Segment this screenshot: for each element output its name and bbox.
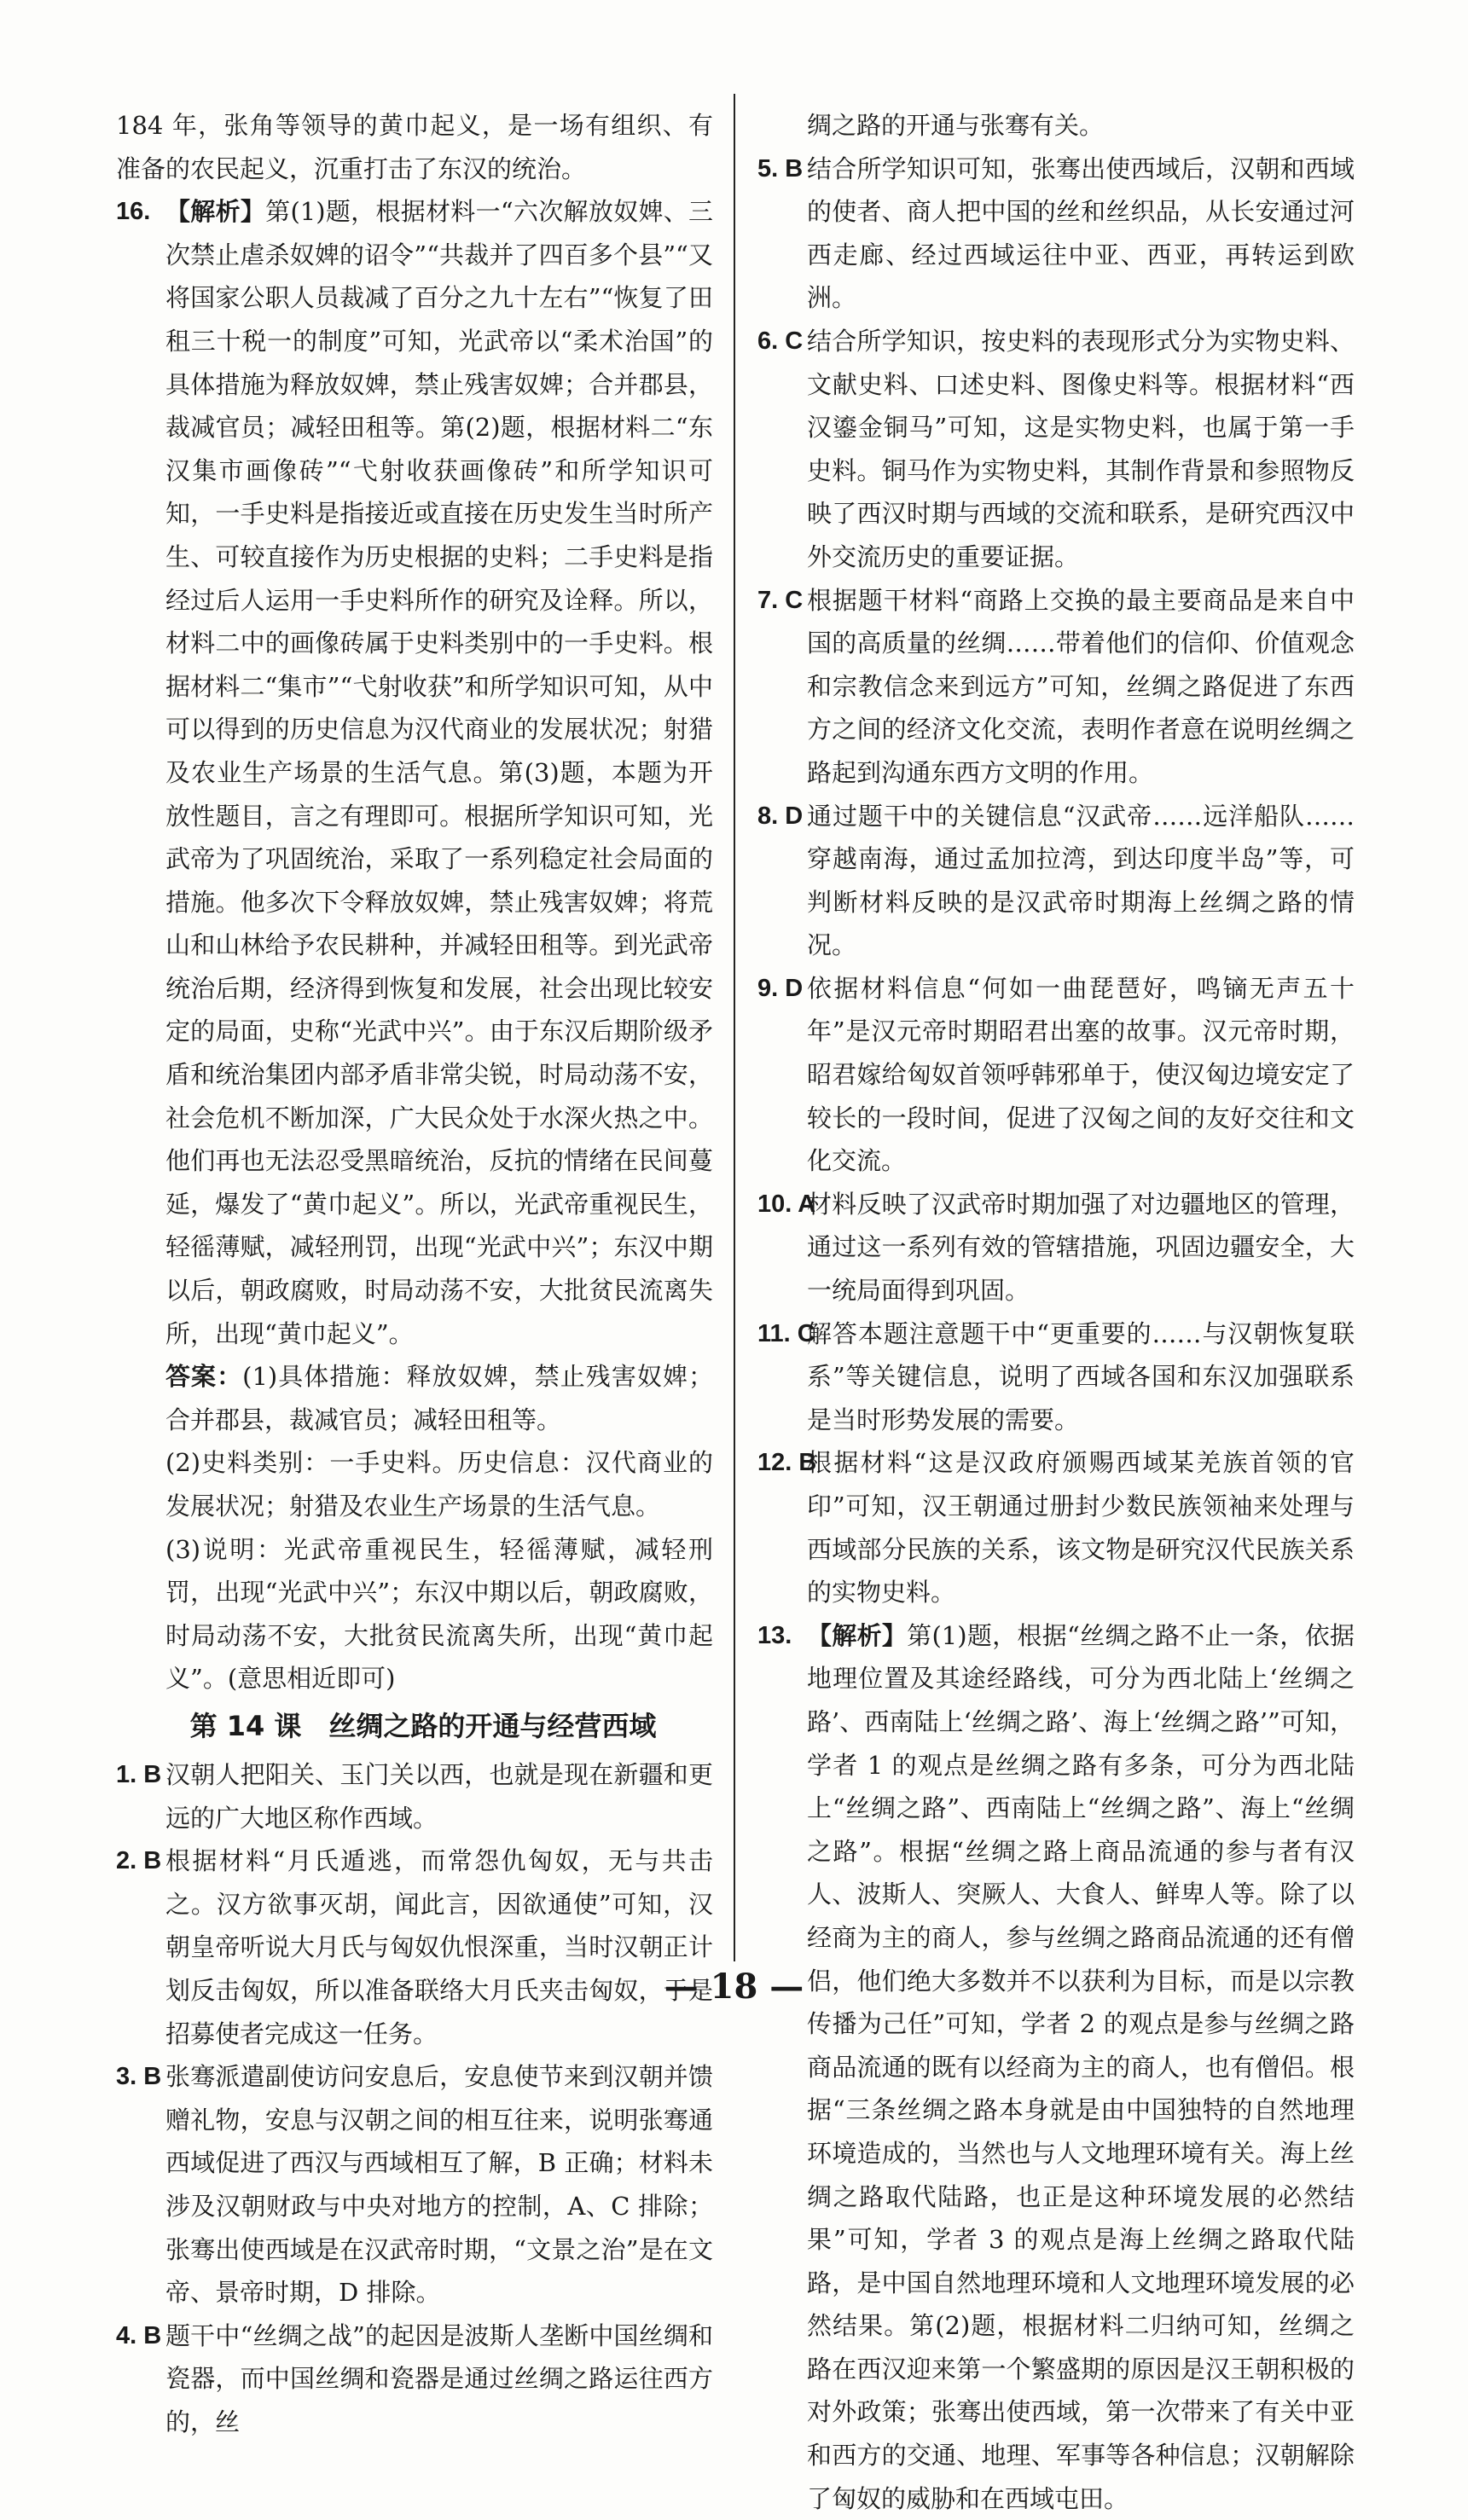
analysis-tag: 【解析】 — [807, 1620, 908, 1650]
list-item: 3. B 张骞派遣副使访问安息后，安息使节来到汉朝并馈赠礼物，安息与汉朝之间的相互往来，说明张骞通西域促进了西汉与西域相互了解，B 正确；材料未涉及汉朝财政与中央对地方的控制，A、C 排除；张骞出使西域是在汉武帝时期，“文景之治”是在文帝、景帝时期，D 排除。 — [116, 2062, 713, 2308]
list-item: 7. C 根据题干材料“商路上交换的最主要商品是来自中国的高质量的丝绸……带着他们的信仰、价值观念和宗教信念来到远方”可知，丝绸之路促进了东西方之间的经济文化交流，表明作者意在说明丝绸之路起到沟通东西方文明的作用。 — [757, 585, 1355, 787]
question-13 — [757, 1614, 1355, 2520]
answer-3: (3)说明：光武帝重视民生，轻徭薄赋，减轻刑罚，出现“光武中兴”；东汉中期以后，朝政腐败，时局动荡不安，大批贫民流离失所，出现“黄巾起义”。(意思相近即可) — [165, 1534, 713, 1694]
list-item: 5. B 结合所学知识可知，张骞出使西域后，汉朝和西域的使者、商人把中国的丝和丝织品，从长安通过河西走廊、经过西域运往中亚、西亚，再转运到欧洲。 — [757, 154, 1355, 313]
answer-label: 答案： — [165, 1362, 243, 1392]
list-item: 12. B 根据材料“这是汉政府颁赐西域某羌族首领的官印”可知，汉王朝通过册封少数民族领袖来处理与西域部分民族的关系，该文物是研究汉代民族关系的实物史料。 — [757, 1448, 1355, 1608]
question-number: 16. — [116, 198, 151, 226]
right-column — [757, 104, 1355, 2520]
left-column — [116, 104, 713, 2443]
analysis-tag: 【解析】 — [165, 197, 266, 227]
analysis-text: 第(1)题，根据材料一“六次解放奴婢、三次禁止虐杀奴婢的诏令”“共裁并了四百多个县”“又将国家公职人员裁减了百分之九十左右”“恢复了田租三十税一的制度”可知，光武帝以“柔术治国”的具体措施为释放奴婢，禁止残害奴婢；合并郡县，裁减官员；减轻田租等。第(2)题，根据材料二“东汉集市画像砖”“弋射收获画像砖”和所学知识可知，一手史料是指接近或直接在历史发生当时所产生、可较直接作为历史根据的史料；二手史料是指经过后人运用一手史料所作的研究及诠释。所以，材料二中的画像砖属于史料类别中的一手史料。根据材料二“集市”“弋射收获”和所学知识可知，从中可以得到的历史信息为汉代商业的发展状况；射猎及农业生产场景的生活气息。第(3)题，本题为开放性题目，言之有理即可。根据所学知识可知，光武帝为了巩固统治，采取了一系列稳定社会局面的措施。他多次下令释放奴婢，禁止残害奴婢；将荒山和山林给予农民耕种，并减轻田租等。到光武帝统治后期，经济得到恢复和发展，社会出现比较安定的局面，史称“光武中兴”。由于东汉后期阶级矛盾和统治集团内部矛盾非常尖锐，时局动荡不安，社会危机不断加深，广大民众处于水深火热之中。他们再也无法忍受黑暗统治，反抗的情绪在民间蔓延，爆发了“黄巾起义”。所以，光武帝重视民生，轻徭薄赋，减轻刑罚，出现“光武中兴”；东汉中期以后，朝政腐败，时局动荡不安，大批贫民流离失所，出现“黄巾起义”。 — [165, 197, 713, 1348]
question-16 — [116, 190, 713, 1355]
list-item: 6. C 结合所学知识，按史料的表现形式分为实物史料、文献史料、口述史料、图像史料等。根据材料“西汉鎏金铜马”可知，这是实物史料，也属于第一手史料。铜马作为实物史料，其制作背景和参照物反映了西汉时期与西域的交流和联系，是研究西汉中外交流历史的重要证据。 — [757, 326, 1355, 571]
list-item: 11. C 解答本题注意题干中“更重要的……与汉朝恢复联系”等关键信息，说明了西域各国和东汉加强联系是当时形势发展的需要。 — [757, 1318, 1355, 1434]
list-item: 2. B 根据材料“月氏遁逃，而常怨仇匈奴，无与共击之。汉方欲事灭胡，闻此言，因欲通使”可知，汉朝皇帝听说大月氏与匈奴仇恨深重，当时汉朝正计划反击匈奴，所以准备联络大月氏夹击匈奴，于是招募使者完成这一任务。 — [116, 1846, 713, 2048]
list-item: 10. A 材料反映了汉武帝时期加强了对边疆地区的管理，通过这一系列有效的管辖措施，巩固边疆安全，大一统局面得到巩固。 — [757, 1189, 1355, 1306]
question-number: 13. — [757, 1621, 792, 1649]
continued-text: 绸之路的开通与张骞有关。 — [807, 111, 1105, 140]
page-number: — 18 — — [664, 1967, 804, 2007]
intro-paragraph: 184 年，张角等领导的黄巾起义，是一场有组织、有准备的农民起义，沉重打击了东汉的统治。 — [116, 111, 713, 183]
answer-1: 答案：(1)具体措施：释放奴婢，禁止残害奴婢；合并郡县，裁减官员；减轻田租等。 — [165, 1362, 713, 1434]
list-item: 4. B 题干中“丝绸之战”的起因是波斯人垄断中国丝绸和瓷器，而中国丝绸和瓷器是通过丝绸之路运往西方的，丝 — [116, 2320, 713, 2436]
lesson-title: 第 14 课 丝绸之路的开通与经营西域 — [189, 1709, 657, 1742]
list-item: 9. D 依据材料信息“何如一曲琵琶好，鸣镝无声五十年”是汉元帝时期昭君出塞的故事。汉元帝时期，昭君嫁给匈奴首领呼韩邪单于，使汉匈边境安定了较长的一段时间，促进了汉匈之间的友好交往和文化交流。 — [757, 973, 1355, 1176]
column-divider — [734, 94, 735, 1961]
analysis-text: 第(1)题，根据“丝绸之路不止一条，依据地理位置及其途经路线，可分为西北陆上‘丝绸之路’、西南陆上‘丝绸之路’、海上‘丝绸之路’”可知，学者 1 的观点是丝绸之路有多条，可分为西北陆上“丝绸之路”、西南陆上“丝绸之路”、海上“丝绸之路”。根据“丝绸之路上商品流通的参与者有汉人、波斯人、突厥人、大食人、鲜卑人等。除了以经商为主的商人，参与丝绸之路商品流通的还有僧侣，他们绝大多数并不以获利为目标，而是以宗教传播为己任”可知，学者 2 的观点是参与丝绸之路商品流通的既有以经商为主的商人，也有僧侣。根据“三条丝绸之路本身就是由中国独特的自然地理环境造成的，当然也与人文地理环境有关。海上丝绸之路取代陆路，也正是这种环境发展的必然结果”可知，学者 3 的观点是海上丝绸之路取代陆路，是中国自然地理环境和人文地理环境发展的必然结果。第(2)题，根据材料二归纳可知，丝绸之路在西汉迎来第一个繁盛期的原因是汉王朝积极的对外政策；张骞出使西域，第一次带来了有关中亚和西方的交通、地理、军事等各种信息；汉朝解除了匈奴的威胁和在西域屯田。 — [807, 1620, 1355, 2513]
list-item: 1. B 汉朝人把阳关、玉门关以西，也就是现在新疆和更远的广大地区称作西域。 — [116, 1759, 713, 1833]
answer-2: (2)史料类别：一手史料。历史信息：汉代商业的发展状况；射猎及农业生产场景的生活气息。 — [165, 1448, 713, 1521]
list-item: 8. D 通过题干中的关键信息“汉武帝……远洋船队……穿越南海，通过孟加拉湾，到达印度半岛”等，可判断材料反映的是汉武帝时期海上丝绸之路的情况。 — [757, 801, 1355, 960]
